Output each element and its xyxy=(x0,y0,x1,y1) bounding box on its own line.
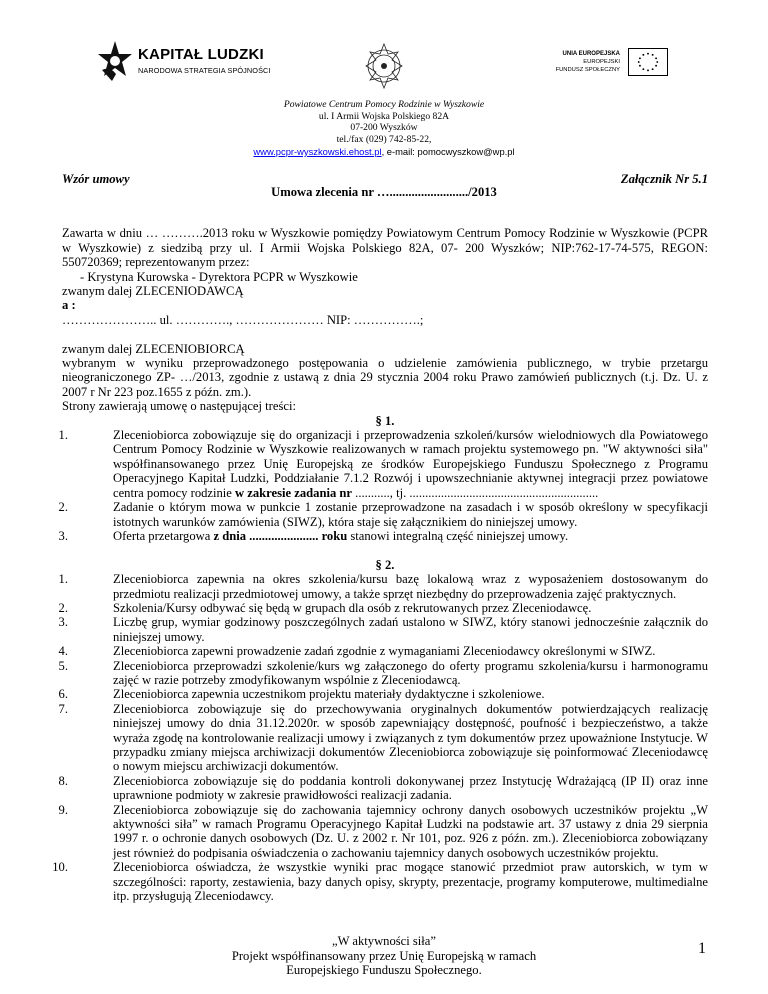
section-1-item-3: 3. Oferta przetargowa z dnia ...................... roku stanowi integralną część niniejszej umowy. xyxy=(58,528,569,543)
section-2-heading: § 2. xyxy=(375,557,395,572)
kapital-ludzki-logo xyxy=(96,40,286,90)
representative-line: - Krystyna Kurowska - Dyrektora PCPR w Wyszkowie xyxy=(80,269,358,284)
institution-city: 07-200 Wyszków xyxy=(350,122,418,134)
section-2-item-7: 7. Zleceniobiorca zobowiązuje się do przechowywania oryginalnych dokumentów potwierdzających realizację niniejszej umowy do dnia 31.12.2020r. w sposób zapewniający dostępność, poufność i bezpieczeństwo, a także wyraża zgodę na kontrolowanie realizacji umowy i związanych z tym dokumentów przez upoważnione Instytucje. W przypadku zmiany miejsca archiwizacji dokumentów Zleceniobiorca zobowiązuje się poinformować Zleceniodawcę o nowym miejscu archiwizacji dokumentów. xyxy=(58,701,708,774)
section-1-item-2: 2. Zadanie o którym mowa w punkcie 1 zostanie przeprowadzone na zasadach i w sposób określony w specyfikacji istotnych warunków zamówienia (SIWZ), która staje się załącznikiem do niniejszej umowy. xyxy=(58,500,708,529)
section-2-item-6: 6. Zleceniobiorca zapewnia uczestnikom projektu materiały dydaktyczne i szkoleniowe. xyxy=(58,687,545,702)
section-1-item-1: 1. Zleceniobiorca zobowiązuje się do organizacji i przeprowadzenia szkoleń/kursów wielodniowych dla Powiatowego Centrum Pomocy Rodzinie w Wyszkowie realizowanych w ramach projektu systemowego pn. "W aktywności siła" współfinansowanego przez Unię Europejską ze środków Europejskiego Funduszu Społecznego z Programu Operacyjnego Kapitał Ludzki, Poddziałanie 7.1.2 Rozwój i upowszechnianie aktywnej integracji przez powiatowe centra pomocy rodzinie w zakresie zadania nr ..........., tj. ............................................................ xyxy=(58,428,708,500)
institution-website-link[interactable]: www.pcpr-wyszkowski.ehost.pl xyxy=(253,145,382,157)
footer-line-1: „W aktywności siła” xyxy=(332,934,436,948)
section-2-item-3: 3. Liczbę grup, wymiar godzinowy poszczególnych zadań ustalono w SIWZ, który stanowi jednocześnie załącznik do niniejszej umowy. xyxy=(58,615,708,644)
footer-line-2: Projekt współfinansowany przez Unię Europejską w ramach xyxy=(231,948,537,963)
eu-line-3: FUNDUSZ SPOŁECZNY xyxy=(555,67,620,73)
section-2-item-1: 1. Zleceniobiorca zapewnia na okres szkolenia/kursu bazę lokalową wraz z wyposażeniem dostosowanym do przedmiotu realizacji przedmiotowej umowy, a także sprzęt niezbędny do przeprowadzenia zajęć praktycznych. xyxy=(58,572,708,601)
contract-title: Umowa zlecenia nr …........................./2013 xyxy=(271,185,497,199)
institution-header xyxy=(0,99,768,159)
contractor-blank-line: ………………….. ul. …………., ………………… NIP: …………….; xyxy=(62,312,424,327)
intro-paragraph: Zawarta w dniu … ……….2013 roku w Wyszkowie pomiędzy Powiatowym Centrum Pomocy Rodzinie w Wyszkowie (PCPR w Wyszkowie) z siedzibą przy ul. I Armii Wojska Polskiego 82A, 07- 200 Wyszków; NIP:762-17-74-575, REGON: 550720369; reprezentowanym przez: xyxy=(62,226,708,270)
zleceniobiorca-line: zwanym dalej ZLECENIOBIORCĄ xyxy=(62,341,245,356)
section-2-item-10: 10. Zleceniobiorca oświadcza, że wszystkie wyniki prac mogące stanowić przedmiot praw autorskich, w tym w szczególności: raporty, zestawienia, bazy danych opisy, skrypty, prezentacje, programy komputerowe, multimedialne itp. przysługują Zleceniodawcy. xyxy=(52,860,708,904)
page-number: 1 xyxy=(698,940,706,957)
section-1-list xyxy=(58,428,708,543)
contract-body xyxy=(52,212,708,904)
section-2-item-2: 2. Szkolenia/Kursy odbywać się będą w grupach dla osób z rekrutowanych przez Zleceniodawcę. xyxy=(58,600,592,615)
eu-line-1: UNIA EUROPEJSKA xyxy=(562,51,620,57)
eu-logo xyxy=(540,48,668,82)
zleceniodawca-line: zwanym dalej ZLECENIODAWCĄ xyxy=(62,284,244,299)
eu-flag-icon xyxy=(628,48,668,76)
pcpr-emblem-icon xyxy=(358,40,410,92)
institution-phone: tel./fax (029) 742-85-22, xyxy=(336,134,432,146)
section-2-list xyxy=(52,572,708,904)
section-2-item-8: 8. Zleceniobiorca zobowiązuje się do poddania kontroli dokonywanej przez Instytucję Wdrażającą (IP II) oraz inne uprawnione podmioty w zakresie prawidłowości realizacji zadania. xyxy=(58,773,708,803)
page-footer xyxy=(0,934,768,978)
institution-email: , e-mail: pomocwyszkow@wp.pl xyxy=(381,145,515,157)
zalacznik-label: Załącznik Nr 5.1 xyxy=(620,172,708,186)
institution-street: ul. I Armii Wojska Polskiego 82A xyxy=(318,110,450,122)
eu-line-2: EUROPEJSKI xyxy=(583,59,620,65)
institution-name: Powiatowe Centrum Pomocy Rodzinie w Wyszkowie xyxy=(283,99,485,110)
selection-paragraph: wybranym w wyniku przeprowadzonego postępowania o udzielenie zamówienia publicznego, w trybie przetargu nieograniczonego ZP- …/2013, zgodnie z ustawą z dnia 29 stycznia 2004 roku Prawo zamówień publicznych (t.j. Dz. U. z 2007 r Nr 223 poz.1655 z późn. zm.). xyxy=(62,356,708,399)
wzor-umowy-label: Wzór umowy xyxy=(62,172,130,186)
footer-line-3: Europejskiego Funduszu Społecznego. xyxy=(286,963,482,977)
kapital-ludzki-title: KAPITAŁ LUDZKI xyxy=(138,46,264,63)
section-2-item-5: 5. Zleceniobiorca przeprowadzi szkolenie/kurs wg załączonego do oferty programu szkolenia/kursu i harmonogramu zajęć w razie potrzeby zmodyfikowanym wspólnie z Zleceniodawcą. xyxy=(58,658,708,687)
parties-line: Strony zawierają umowę o następującej treści: xyxy=(62,399,296,414)
section-2-item-9: 9. Zleceniobiorca zobowiązuje się do zachowania tajemnicy ochrony danych osobowych uczestników projektu „W aktywności siła” w ramach Programu Operacyjnego Kapitał Ludzki na podstawie art. 37 ustawy z dnia 29 sierpnia 1997 r. o ochronie danych osobowych (Dz. U. z 2002 r. Nr 101, poz. 926 z późn. zm.). Zleceniobiorca zobowiązany jest również do podpisania oświadczenia o zachowaniu tajemnicy danych osobowych uczestników projektu. xyxy=(58,802,708,860)
kapital-ludzki-star-icon xyxy=(96,40,134,82)
kapital-ludzki-subtitle: NARODOWA STRATEGIA SPÓJNOŚCI xyxy=(138,66,271,75)
a-line: a : xyxy=(62,298,76,313)
section-1-heading: § 1. xyxy=(375,413,395,428)
section-2-item-4: 4. Zleceniobiorca zapewni prowadzenie zadań zgodnie z wymaganiami Zleceniodawcy określonymi w SIWZ. xyxy=(58,644,656,659)
